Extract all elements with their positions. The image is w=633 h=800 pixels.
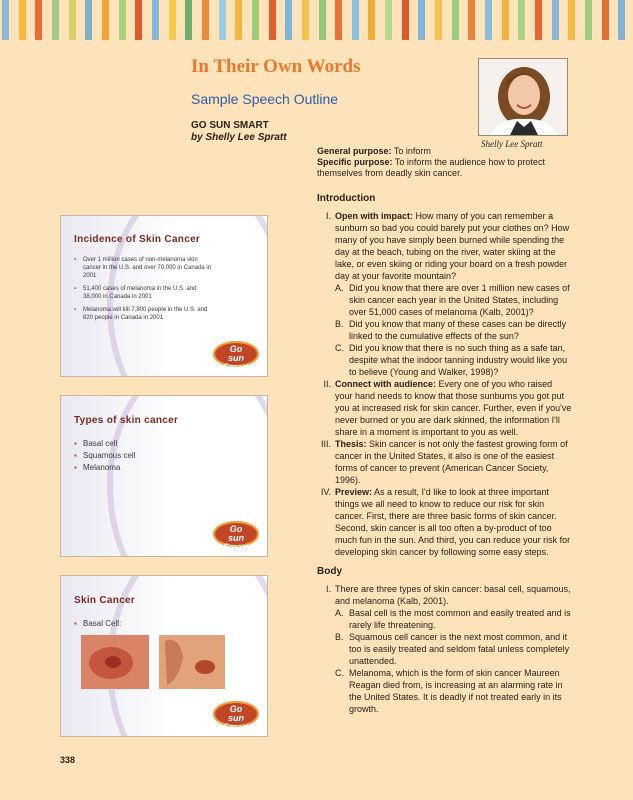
general-purpose (317, 146, 577, 157)
stripe (385, 0, 392, 40)
section-title: In Their Own Words (191, 56, 361, 77)
item-number: I. (325, 584, 331, 594)
stripe (502, 0, 509, 40)
stripe (235, 0, 242, 40)
subitem-number: A. (335, 283, 344, 293)
item-lead: Preview: (335, 487, 373, 497)
stripe (202, 0, 209, 40)
stripe (302, 0, 309, 40)
logo-line: sun (227, 533, 244, 543)
item-body: Every one of you who raised your hand needs to know that those sunburns you got put you at increased risk for skin cancer. Further, even if you've never burned or you are dark skinned, the information I'll share in a moment is important to you as well. (335, 379, 572, 437)
basal-cell-photo-2 (159, 635, 225, 689)
stripe (69, 0, 76, 40)
stripe (585, 0, 592, 40)
body-subitem (317, 631, 572, 667)
decorative-stripes (0, 0, 633, 40)
logo-line: Go (229, 704, 243, 714)
subitem-number: B. (335, 319, 344, 329)
intro-item (317, 438, 572, 486)
intro-item (317, 210, 572, 282)
go-sun-smart-logo (213, 521, 259, 552)
stripe (402, 0, 409, 40)
stripe (368, 0, 375, 40)
subitem-number: B. (335, 632, 344, 642)
logo-line: Smart (223, 722, 249, 732)
stripe (352, 0, 359, 40)
stripe (2, 0, 9, 40)
item-number: I. (325, 211, 331, 221)
subitem-text: Did you know that there is no such thing as a safe tan, despite what the indoor tanning industry would like you to believe (Young and Walker, 1998)? (349, 343, 568, 377)
stripe (418, 0, 425, 40)
slide-title: Incidence of Skin Cancer (74, 234, 201, 245)
subitem-number: C. (335, 668, 344, 678)
slide-bullet: ▪ Melanoma will kill 7,800 people in the U.S. and 820 people in Canada in 2001 (74, 306, 214, 322)
stripe (485, 0, 492, 40)
stripe (468, 0, 475, 40)
intro-heading: Introduction (317, 193, 376, 204)
slide-title: Skin Cancer (74, 595, 136, 606)
stripe (52, 0, 59, 40)
stripe (452, 0, 459, 40)
stripe (552, 0, 559, 40)
logo-line: Smart (223, 362, 249, 372)
specific-purpose-text: To inform the audience how to protect themselves from deadly skin cancer. (317, 157, 545, 178)
specific-purpose-label: Specific purpose: (317, 157, 393, 167)
subitem-number: A. (335, 608, 344, 618)
slide-bullet: ▪ Over 1 million cases of non-melanoma skin cancer in the U.S. and over 70,000 in Canada in 2001 (74, 256, 214, 280)
item-number: III. (320, 439, 331, 449)
slide-skin-cancer (60, 575, 268, 737)
stripe (119, 0, 126, 40)
slide-bullet-list (74, 438, 214, 474)
subitem-text: Melanoma, which is the form of skin cancer Maureen Reagan died from, is increasing at an alarming rate in the United States. It is deadly if not treated early in its growth. (349, 668, 563, 714)
stripe (152, 0, 159, 40)
stripe (185, 0, 192, 40)
slide-bullet: ▪ Squamous cell (74, 450, 214, 462)
logo-line: sun (227, 713, 244, 723)
intro-item (317, 486, 572, 558)
subitem-number: C. (335, 343, 344, 353)
body-heading: Body (317, 566, 342, 577)
body-subitem (317, 667, 572, 715)
go-sun-smart-logo (213, 341, 259, 372)
logo-line: sun (227, 353, 244, 363)
specific-purpose (317, 157, 577, 179)
stripe (535, 0, 542, 40)
page-number: 338 (60, 755, 76, 765)
item-body: How many of you can remember a sunburn so bad you could barely put your clothes on? How many of you have simply been burned while spending the day at the beach, tubing on the river, water skiing at the lake, or even skiing or riding your board on a fresh powder day at your favorite mountain? (335, 211, 570, 281)
stripe (319, 0, 326, 40)
logo-line: Go (229, 344, 243, 354)
intro-subitem (317, 342, 572, 378)
slide-bullet-list (74, 256, 214, 322)
stripe (435, 0, 442, 40)
stripe (102, 0, 109, 40)
logo-line: Go (229, 524, 243, 534)
photo-caption: Shelly Lee Spratt (481, 139, 543, 149)
stripe (568, 0, 575, 40)
stripe (285, 0, 292, 40)
item-lead: Connect with audience: (335, 379, 437, 389)
item-body: Skin cancer is not only the fastest growing form of cancer in the United States, it also is one of the easiest forms of cancer to prevent (American Cancer Society, 1996). (335, 439, 568, 485)
item-number: IV. (320, 487, 331, 497)
stripe (35, 0, 42, 40)
speech-title: GO SUN SMART (191, 120, 269, 131)
item-body: As a result, I'd like to look at three important things we all need to know to reduce our risk for skin cancer. First, there are three basic forms of skin cancer. Second, skin cancer is all too often a by-product of too much fun in the sun. And third, you can reduce your risk for developing skin cancer by following some easy steps. (335, 487, 571, 557)
logo-line: Smart (223, 542, 249, 552)
speech-outline (317, 191, 572, 715)
stripe (252, 0, 259, 40)
basal-cell-photo-1 (81, 635, 149, 689)
general-purpose-text: To inform (391, 146, 431, 156)
speech-author: by Shelly Lee Spratt (191, 132, 287, 143)
body-subitem (317, 607, 572, 631)
stripe (219, 0, 226, 40)
stripe (335, 0, 342, 40)
intro-subitem (317, 318, 572, 342)
go-sun-smart-logo (213, 701, 259, 732)
slide-bullet: ▪ Melanoma (74, 462, 214, 474)
item-number: II. (323, 379, 331, 389)
intro-item (317, 378, 572, 438)
slide-bullet-list (74, 618, 214, 630)
slide-bullet: ▪ Basal Cell: (74, 618, 214, 630)
stripe (518, 0, 525, 40)
slide-types (60, 395, 268, 557)
stripe (269, 0, 276, 40)
speaker-photo (478, 58, 568, 136)
stripe (85, 0, 92, 40)
item-text (335, 378, 572, 438)
subitem-text: Squamous cell cancer is the next most common, and it too is easily treated and seldom fatal unless completely unattended. (349, 632, 570, 666)
intro-subitem (317, 282, 572, 318)
item-text: There are three types of skin cancer: basal cell, squamous, and melanoma (Kalb, 2001). (335, 584, 571, 606)
stripe (135, 0, 142, 40)
stripe (618, 0, 625, 40)
item-lead: Open with impact: (335, 211, 414, 221)
item-lead: Thesis: (335, 439, 367, 449)
slide-bullet: ▪ Basal cell (74, 438, 214, 450)
item-text (335, 438, 572, 486)
slide-incidence (60, 215, 268, 377)
subitem-text: Did you know that many of these cases can be directly linked to the cumulative effects of the sun? (349, 319, 567, 341)
stripe (169, 0, 176, 40)
item-text (335, 210, 572, 282)
outline-title: Sample Speech Outline (191, 91, 339, 107)
slide-title: Types of skin cancer (74, 415, 179, 426)
stripe (602, 0, 609, 40)
subitem-text: Did you know that there are over 1 million new cases of skin cancer each year in the United States, including over 51,000 cases of melanoma (Kalb, 2001)? (349, 283, 570, 317)
body-item (317, 583, 572, 607)
item-text (335, 486, 572, 558)
subitem-text: Basal cell is the most common and easily treated and is rarely life threatening. (349, 608, 571, 630)
stripe (19, 0, 26, 40)
slide-bullet: ▪ 51,400 cases of melanoma in the U.S. and 38,000 in Canada in 2001 (74, 285, 214, 301)
general-purpose-label: General purpose: (317, 146, 392, 156)
